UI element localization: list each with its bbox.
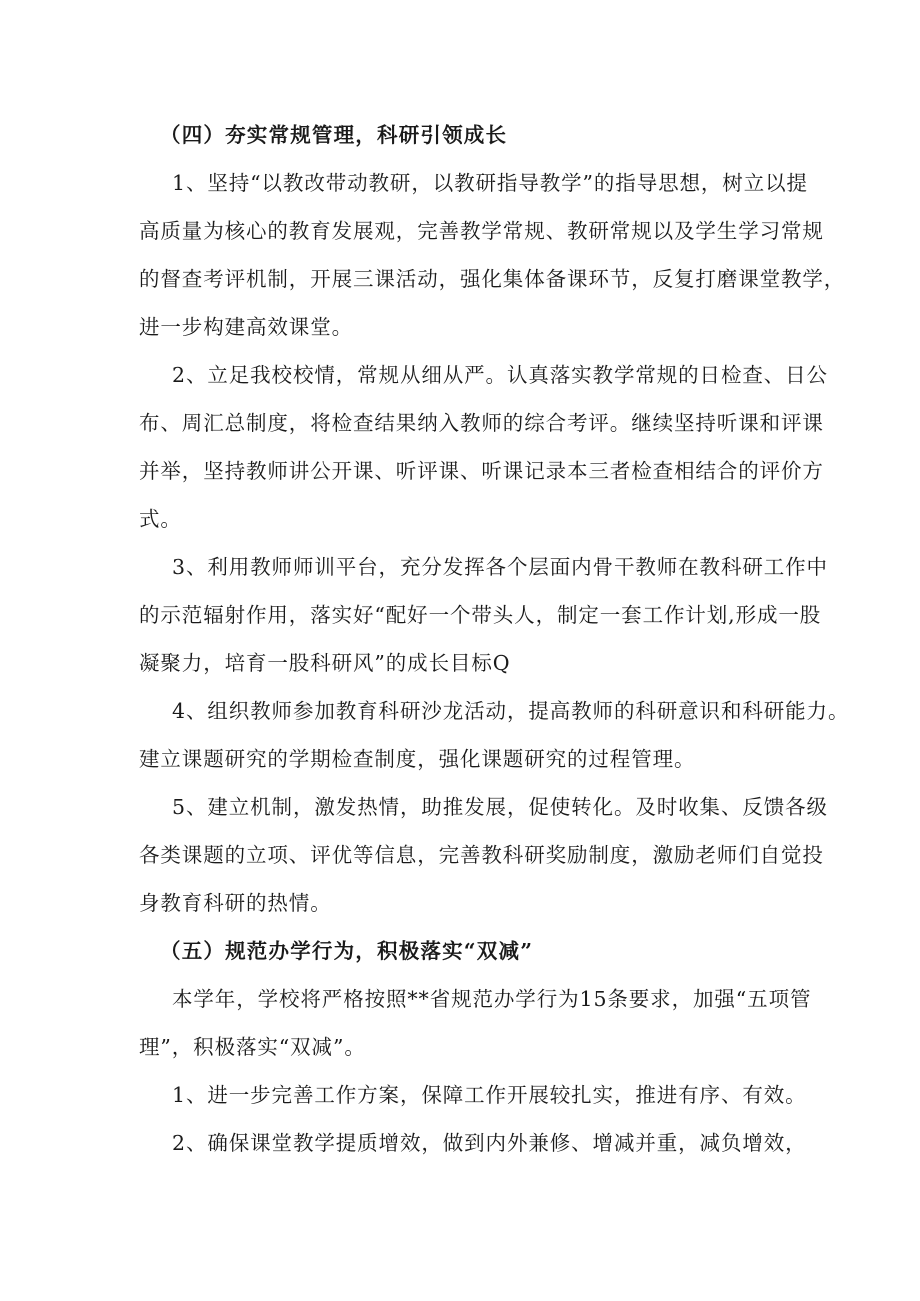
paragraph-line: 1、进一步完善工作方案，保障工作开展较扎实，推进有序、有效。 xyxy=(172,1083,807,1107)
paragraph-line: 并举，坚持教师讲公开课、听评课、听课记录本三者检查相结合的评价方 xyxy=(139,459,824,483)
paragraph-line: 5、建立机制，激发热情，助推发展，促使转化。及时收集、反馈各级 xyxy=(172,795,828,819)
section-heading-5: （五）规范办学行为，积极落实“双减” xyxy=(160,939,534,963)
paragraph-line: 布、周汇总制度，将检查结果纳入教师的综合考评。继续坚持听课和评课 xyxy=(139,411,824,435)
paragraph-line: 的示范辐射作用，落实好“配好一个带头人，制定一套工作计划,形成一股 xyxy=(139,603,822,627)
paragraph-line: 2、立足我校校情，常规从细从严。认真落实教学常规的日检查、日公 xyxy=(172,363,828,387)
paragraph-line: 凝聚力，培育一股科研风”的成长目标Q xyxy=(139,651,511,675)
paragraph-line: 的督查考评机制，开展三课活动，强化集体备课环节，反复打磨课堂教学， xyxy=(139,267,846,291)
paragraph-line: 本学年，学校将严格按照**省规范办学行为15条要求，加强“五项管 xyxy=(172,987,812,1011)
paragraph-line: 1、坚持“以教改带动教研，以教研指导教学”的指导思想，树立以提 xyxy=(172,171,808,195)
paragraph-line: 建立课题研究的学期检查制度，强化课题研究的过程管理。 xyxy=(139,747,696,771)
paragraph-line: 2、确保课堂教学提质增效，做到内外兼修、增减并重，减负增效， xyxy=(172,1131,807,1155)
paragraph-line: 进一步构建高效课堂。 xyxy=(139,315,353,339)
paragraph-line: 4、组织教师参加教育科研沙龙活动，提高教师的科研意识和科研能力。 xyxy=(172,699,850,723)
paragraph-line: 3、利用教师师训平台，充分发挥各个层面内骨干教师在教科研工作中 xyxy=(172,555,828,579)
paragraph-line: 各类课题的立项、评优等信息，完善教科研奖励制度，激励老师们自觉投 xyxy=(139,843,824,867)
paragraph-line: 理”，积极落实“双减”。 xyxy=(139,1035,366,1059)
paragraph-line: 高质量为核心的教育发展观，完善教学常规、教研常规以及学生学习常规 xyxy=(139,219,824,243)
paragraph-line: 式。 xyxy=(139,507,182,531)
section-heading-4: （四）夯实常规管理，科研引领成长 xyxy=(160,123,508,147)
paragraph-line: 身教育科研的热情。 xyxy=(139,891,332,915)
